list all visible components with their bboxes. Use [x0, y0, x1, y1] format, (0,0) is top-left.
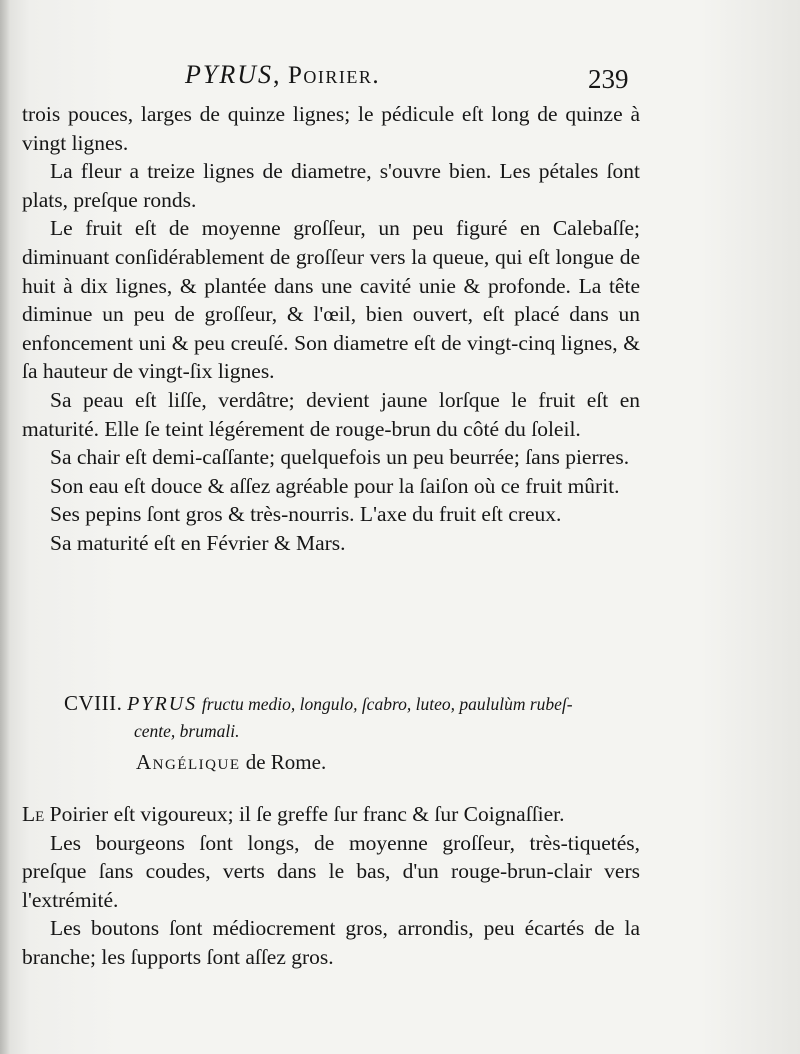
running-head-genus: PYRUS	[185, 60, 273, 89]
variety-title-rest: de Rome.	[245, 750, 327, 774]
entry-genus: PYRUS	[127, 693, 198, 715]
paragraph-flesh: Sa chair eſt demi-caſſante; quelquefois un peu beurrée; ſans pierres.	[50, 445, 630, 470]
running-head-separator: ,	[273, 60, 281, 89]
entry-line-1	[64, 690, 644, 718]
paragraph-continuation: trois pouces, larges de quinze lignes; le pédicule eſt long de quinze à vingt lignes.	[22, 102, 640, 155]
page-header	[0, 58, 800, 98]
variety-title-first: Angélique	[136, 750, 241, 774]
paragraph-juice: Son eau eſt douce & aſſez agréable pour la ſaiſon où ce fruit mûrit.	[50, 473, 620, 498]
paragraph-maturity: Sa maturité eſt en Février & Mars.	[50, 530, 346, 555]
paragraph-buds: Les boutons ſont médiocrement gros, arrondis, peu écartés de la branche; les ſupports ſont aſſez gros.	[22, 916, 640, 969]
entry-description-continued: cente, brumali.	[134, 721, 240, 741]
paragraph-flower: La fleur a treize lignes de diametre, s'ouvre bien. Les pétales ſont plats, preſque ronds.	[22, 159, 640, 212]
paragraph-shoots: Les bourgeons ſont longs, de moyenne groſſeur, très-tiquetés, preſque ſans coudes, verts dans le bas, d'un rouge-brun-clair vers l'extrémité.	[22, 830, 640, 912]
paragraph-seeds: Ses pepins ſont gros & très-nourris. L'axe du fruit eſt creux.	[50, 502, 562, 527]
entry-number: CVIII.	[64, 691, 123, 715]
paragraph-lead-word: Le	[22, 802, 45, 826]
paragraph-fruit: Le fruit eſt de moyenne groſſeur, un peu figuré en Calebaſſe; diminuant conſidérablement de groſſeur vers la queue, qui eſt longue de huit à dix lignes, & plantée dans une cavité unie & profonde. La tête diminue un peu de groſſeur, & l'œil, bien ouvert, eſt placé dans un enfoncement uni & peu creuſé. Son diametre eſt de vingt-cinq lignes, & ſa hauteur de vingt-ſix lignes.	[22, 216, 640, 384]
entry-description: fructu medio, longulo, ſcabro, luteo, paululùm rubeſ-	[201, 694, 573, 714]
species-entry	[64, 690, 644, 744]
paragraph-vigour-text: Poirier eſt vigoureux; il ſe greffe ſur franc & ſur Coignaſſier.	[49, 802, 565, 826]
running-head-common-name: Poirier.	[288, 62, 381, 89]
variety-text-block	[22, 800, 640, 972]
page-gutter-shadow	[0, 0, 10, 1054]
page-number: 239	[588, 64, 629, 94]
running-head	[185, 60, 380, 90]
variety-title	[136, 750, 326, 775]
paragraph-vigour	[22, 800, 640, 829]
main-text-block	[22, 100, 640, 558]
paragraph-skin: Sa peau eſt liſſe, verdâtre; devient jaune lorſque le fruit eſt en maturité. Elle ſe teint légérement de rouge-brun du côté du ſoleil.	[22, 387, 640, 441]
